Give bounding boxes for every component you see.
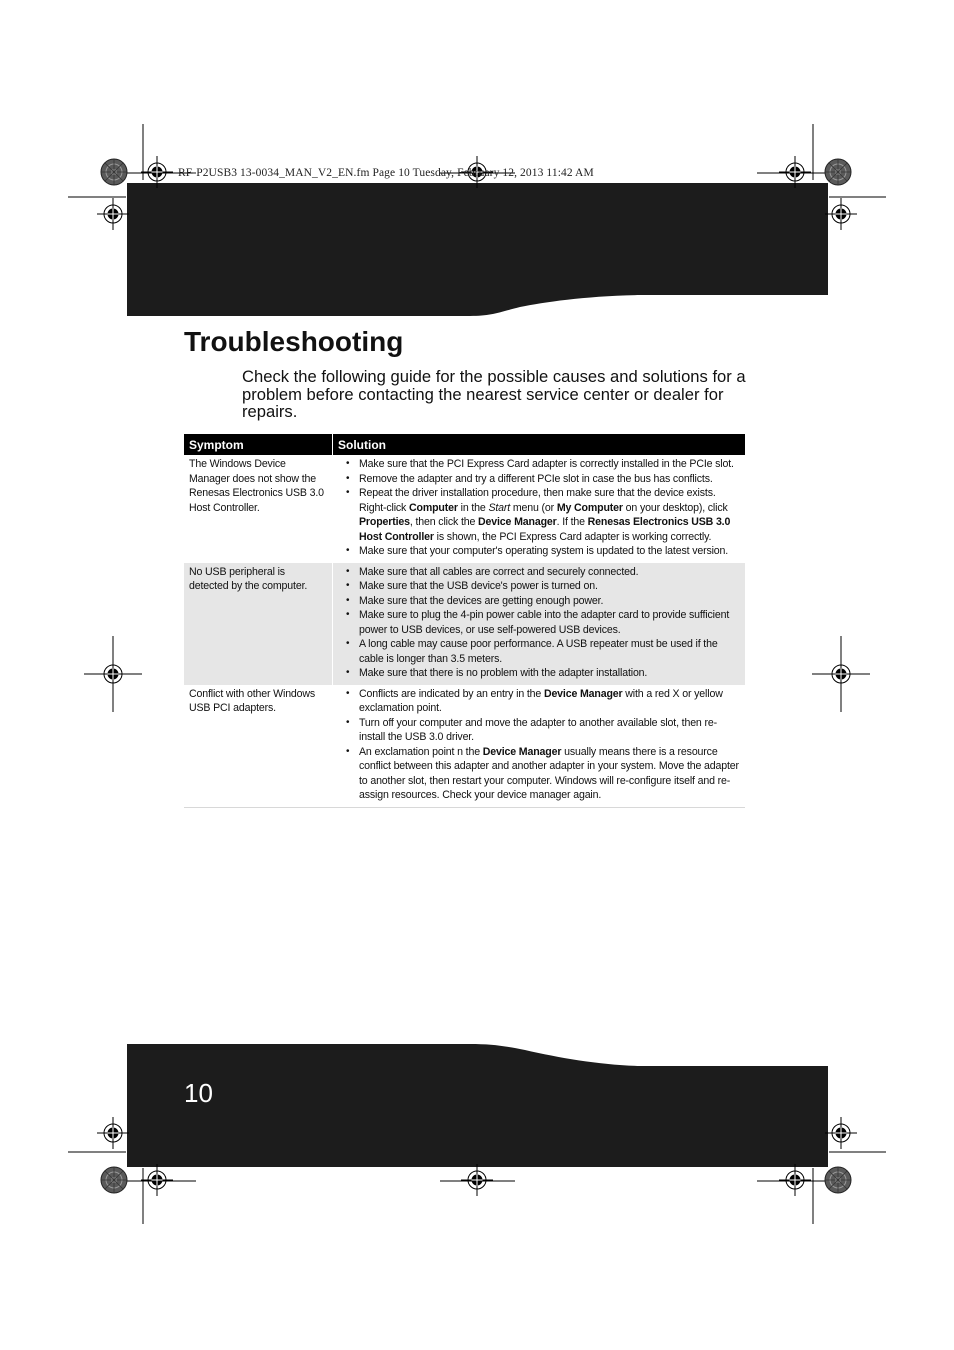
solution-item (338, 637, 740, 666)
solution-text: Make sure that the devices are getting enough power. (359, 594, 604, 607)
table-header-row (184, 434, 745, 455)
solution-text: Remove the adapter and try a different PCIe slot in case the bus has conflicts. (359, 472, 713, 485)
solution-cell (333, 685, 746, 808)
table-row (184, 563, 745, 685)
solution-item (338, 608, 740, 637)
solution-item (338, 594, 740, 609)
solution-item (338, 565, 740, 580)
solution-text: is shown, the PCI Express Card adapter is working correctly. (433, 530, 712, 543)
solution-cell (333, 455, 746, 563)
table-row (184, 455, 745, 563)
solution-text: with a red X or yellow exclamation point. (359, 687, 723, 714)
ui-term: Computer (409, 501, 458, 514)
solution-text: Conflicts are indicated by an entry in the (359, 687, 544, 700)
solution-header: Solution (333, 434, 746, 455)
symptom-header: Symptom (184, 434, 333, 455)
page-number: 10 (184, 1078, 213, 1108)
solution-item (338, 745, 740, 803)
solution-item (338, 472, 740, 487)
solution-text: usually means there is a resource conflict between this adapter and another adapter in your system. Move the adapter to another slot, then restart your computer. Windows will re-configure itself and re-assign resources. Check your device manager again. (359, 745, 739, 801)
ui-term: My Computer (556, 501, 623, 514)
symptom-cell: The Windows Device Manager does not show the Renesas Electronics USB 3.0 Host Controller. (184, 455, 333, 563)
solution-text: on your desktop), click (622, 501, 728, 514)
solution-item (338, 687, 740, 716)
ui-term: Properties (359, 516, 410, 528)
solution-text: , then click the (409, 516, 479, 528)
ui-term: Renesas Electronics USB 3.0 Host Controller (359, 516, 731, 543)
solution-item (338, 457, 740, 472)
intro-paragraph: Check the following guide for the possible causes and solutions for a problem before contacting the nearest service center or dealer for repairs. (242, 367, 746, 421)
troubleshooting-table (184, 434, 745, 808)
solution-text: Repeat the driver installation procedure, then make sure that the device exists. Right-click (359, 487, 716, 514)
symptom-cell: Conflict with other Windows USB PCI adapters. (184, 685, 333, 808)
solution-text: menu (or (510, 501, 557, 514)
solution-item (338, 544, 740, 559)
solution-text: Make sure that all cables are correct and securely connected. (359, 565, 639, 578)
solution-list (338, 565, 740, 681)
solution-text: Make sure that the USB device's power is turned on. (359, 580, 598, 592)
solution-text: A long cable may cause poor performance. A USB repeater must be used if the cable is longer than 3.5 meters. (359, 638, 718, 665)
solution-text: in the (457, 501, 489, 514)
solution-text: Turn off your computer and move the adapter to another available slot, then re-install the USB 3.0 driver. (359, 716, 717, 743)
emphasis-text: Start (488, 501, 511, 514)
ui-term: Device Manager (482, 745, 562, 758)
solution-text: Make sure to plug the 4-pin power cable into the adapter card to provide sufficient power to USB devices, or use self-powered USB devices. (359, 609, 730, 636)
solution-item (338, 486, 740, 544)
table-body (184, 455, 745, 807)
page-title: Troubleshooting (184, 326, 404, 357)
solution-text: An exclamation point n the (359, 745, 483, 758)
print-slug: RF-P2USB3 13-0034_MAN_V2_EN.fm Page 10 Tuesday, February 12, 2013 11:42 AM (178, 167, 594, 179)
table-row (184, 685, 745, 808)
solution-item (338, 579, 740, 594)
solution-text: . If the (556, 516, 588, 528)
solution-list (338, 687, 740, 803)
solution-cell (333, 563, 746, 685)
solution-item (338, 666, 740, 681)
solution-list (338, 457, 740, 559)
solution-text: Make sure that the PCI Express Card adapter is correctly installed in the PCIe slot. (359, 458, 734, 470)
symptom-cell: No USB peripheral is detected by the computer. (184, 563, 333, 685)
ui-term: Device Manager (543, 687, 623, 700)
solution-text: Make sure that your computer's operating system is updated to the latest version. (359, 545, 729, 557)
solution-item (338, 716, 740, 745)
solution-text: Make sure that there is no problem with the adapter installation. (359, 667, 648, 679)
ui-term: Device Manager (478, 516, 557, 528)
